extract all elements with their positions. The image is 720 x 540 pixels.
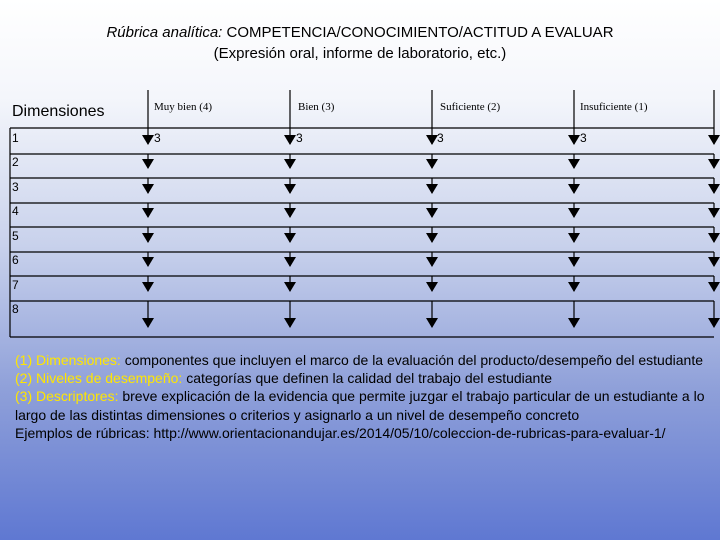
text-dimensiones: componentes que incluyen el marco de la evaluación del producto/desempeño del estudiante (120, 352, 703, 368)
rubric-grid (0, 90, 720, 342)
label-dimensiones: (1) Dimensiones: (15, 352, 121, 368)
row-number-4: 4 (12, 204, 19, 218)
row-number-8: 8 (12, 302, 19, 316)
note-descriptores (15, 387, 705, 423)
row-number-5: 5 (12, 229, 19, 243)
label-niveles: (2) Niveles de desempeño: (15, 370, 183, 387)
label-descriptores: (3) Descriptores: (15, 388, 119, 405)
row-number-6: 6 (12, 253, 19, 267)
title-subtitle: (Expresión oral, informe de laboratorio, etc.) (213, 45, 507, 62)
title-main: COMPETENCIA/CONOCIMIENTO/ACTITUD A EVALUAR (222, 24, 614, 41)
cell-value-bien: 3 (296, 131, 303, 145)
rubric-table (0, 90, 720, 342)
cell-value-suficiente: 3 (437, 131, 444, 145)
text-niveles: categorías que definen la calidad del trabajo del estudiante (182, 370, 553, 387)
text-descriptores: breve explicación de la evidencia que permite juzgar el trabajo particular de un estudiante a lo largo de las distintas dimensiones o criterios y asignarlo a un nivel de desempeño concreto (15, 388, 705, 423)
title-italic: Rúbrica analítica: (106, 24, 223, 41)
dimensiones-header: Dimensiones (12, 103, 105, 120)
row-number-7: 7 (12, 278, 19, 292)
note-dimensiones (15, 351, 705, 369)
row-number-2: 2 (12, 155, 19, 169)
definitions-text (15, 351, 705, 442)
level-muy-bien: Muy bien (4) (154, 101, 213, 113)
level-suficiente: Suficiente (2) (440, 101, 501, 113)
row-number-1: 1 (12, 131, 19, 145)
note-ejemplos: Ejemplos de rúbricas: http://www.orientacionandujar.es/2014/05/10/coleccion-de-rubricas-para-evaluar-1/ (15, 424, 666, 441)
title-line (0, 22, 720, 43)
slide-title (0, 22, 720, 64)
level-bien: Bien (3) (298, 101, 335, 113)
cell-value-insuficiente: 3 (580, 131, 587, 145)
note-niveles (15, 369, 705, 387)
level-insuficiente: Insuficiente (1) (580, 101, 648, 113)
cell-value-muy-bien: 3 (154, 131, 161, 145)
row-number-3: 3 (12, 180, 19, 194)
